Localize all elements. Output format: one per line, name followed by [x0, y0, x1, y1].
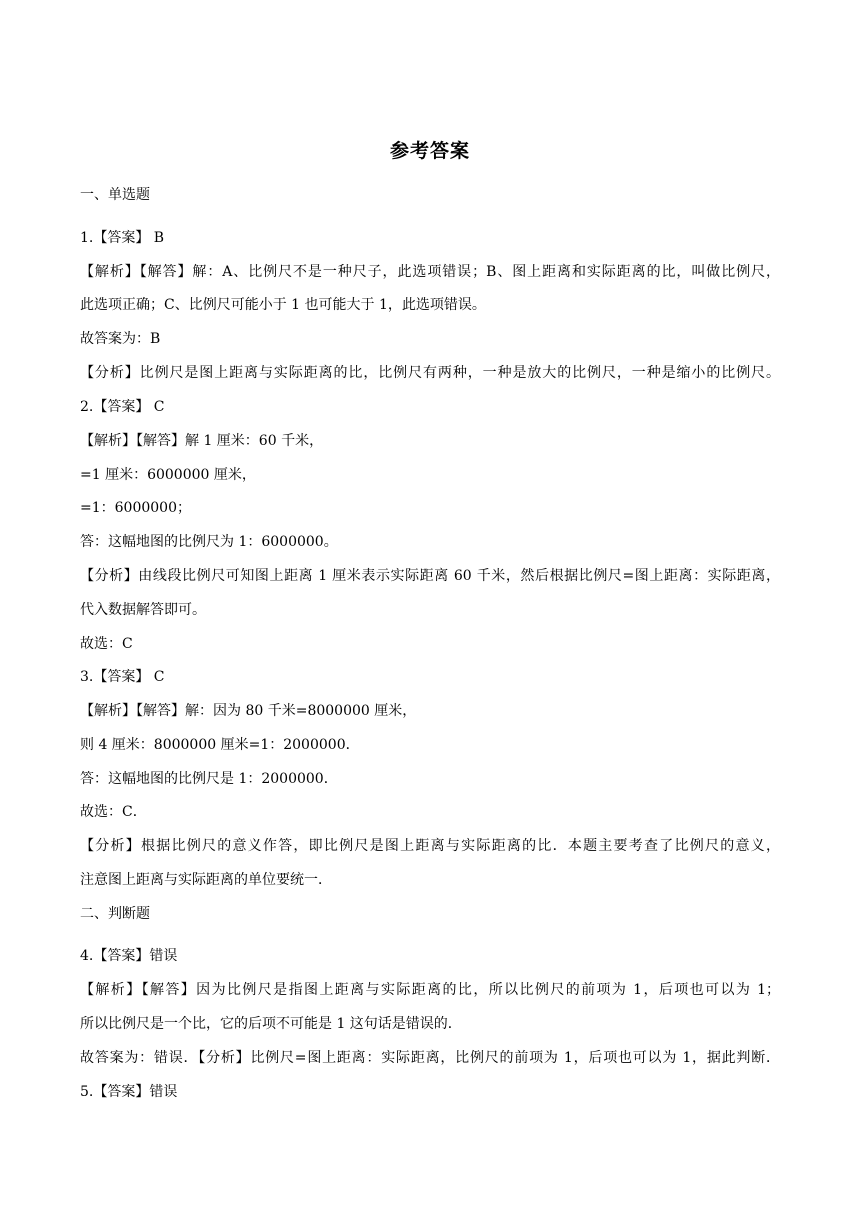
answer-1: 1.【答案】 B — [80, 230, 165, 246]
conclusion-4: 故答案为：错误．【分析】比例尺=图上距离：实际距离，比例尺的前项为 1，后项也可以为 1，据此判断． — [80, 1050, 780, 1066]
analysis-3-line-2: 则 4 厘米：8000000 厘米=1：2000000． — [80, 737, 360, 753]
analysis-2-line-2: =1 厘米：6000000 厘米， — [80, 467, 256, 483]
analysis-3-line-1: 【解析】【解答】解：因为 80 千米=8000000 厘米， — [80, 703, 417, 719]
reasoning-2-line-1: 【分析】由线段比例尺可知图上距离 1 厘米表示实际距离 60 千米，然后根据比例尺=图上距离：实际距离， — [80, 568, 780, 584]
reasoning-1: 【分析】比例尺是图上距离与实际距离的比，比例尺有两种，一种是放大的比例尺，一种是缩小的比例尺。 — [80, 365, 780, 381]
answer-4: 4.【答案】错误 — [80, 948, 178, 964]
analysis-4-line-1: 【解析】【解答】因为比例尺是指图上距离与实际距离的比，所以比例尺的前项为 1，后项也可以为 1； — [80, 982, 780, 998]
answer-3: 3.【答案】 C — [80, 669, 165, 685]
answer-5: 5.【答案】错误 — [80, 1084, 178, 1100]
conclusion-3: 故选：C． — [80, 804, 147, 820]
analysis-1-line-2: 此选项正确；C、比例尺可能小于 1 也可能大于 1，此选项错误。 — [80, 297, 486, 313]
reasoning-3-line-1: 【分析】根据比例尺的意义作答，即比例尺是图上距离与实际距离的比．本题主要考查了比例尺的意义， — [80, 838, 780, 854]
analysis-2-line-4: 答：这幅地图的比例尺为 1：6000000。 — [80, 534, 338, 550]
conclusion-1: 故答案为：B — [80, 331, 161, 347]
answer-2: 2.【答案】 C — [80, 399, 165, 415]
reasoning-2-line-2: 代入数据解答即可。 — [80, 602, 206, 618]
reasoning-3-line-2: 注意图上距离与实际距离的单位要统一． — [80, 872, 332, 888]
analysis-4-line-2: 所以比例尺是一个比，它的后项不可能是 1 这句话是错误的． — [80, 1016, 462, 1032]
conclusion-2: 故选：C — [80, 636, 133, 652]
analysis-3-line-3: 答：这幅地图的比例尺是 1：2000000． — [80, 771, 338, 787]
page-title: 参考答案 — [389, 140, 470, 162]
analysis-1-line-1: 【解析】【解答】解：A、比例尺不是一种尺子，此选项错误；B、图上距离和实际距离的比，叫做比例尺， — [80, 264, 780, 280]
analysis-2-line-3: =1：6000000； — [80, 500, 191, 516]
analysis-2-line-1: 【解析】【解答】解 1 厘米：60 千米， — [80, 433, 324, 449]
section-heading-single-choice: 一、单选题 — [80, 187, 150, 203]
section-heading-true-false: 二、判断题 — [80, 906, 150, 922]
